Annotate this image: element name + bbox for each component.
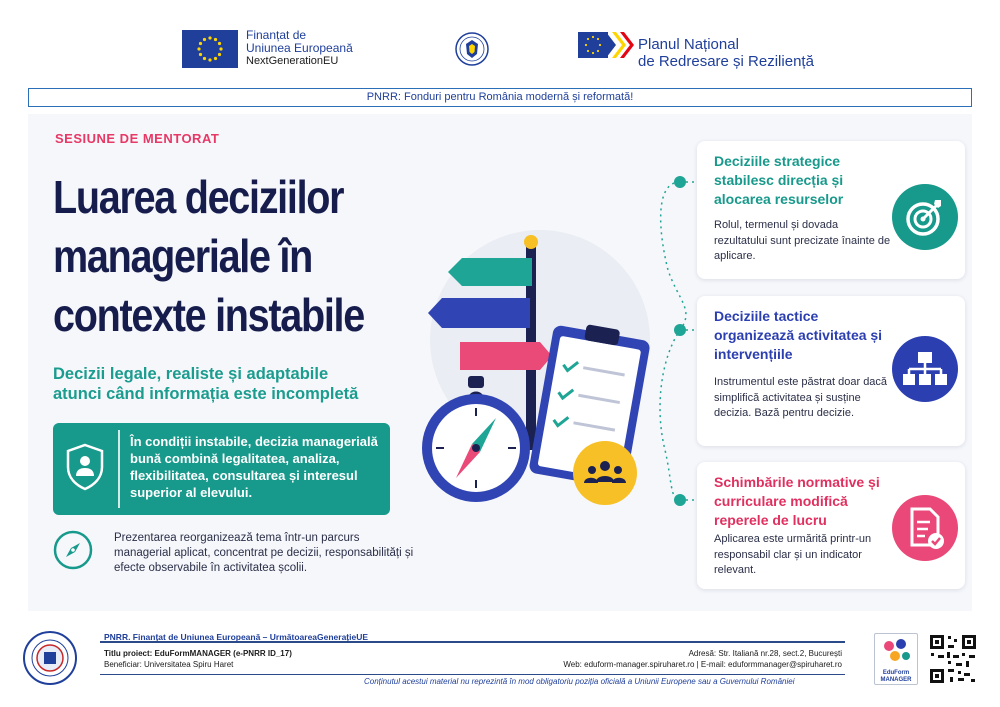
card-normative-changes bbox=[697, 462, 965, 589]
document-check-icon bbox=[892, 495, 958, 561]
eu-funding-text bbox=[246, 29, 353, 68]
card-title: Deciziile strategice stabilesc direcția și alocarea resurselor bbox=[714, 153, 844, 207]
title-line-2: manageriale în bbox=[53, 230, 312, 282]
page-title bbox=[53, 168, 380, 345]
eduform-line-1: EduForm bbox=[882, 670, 910, 676]
card-strategic-decisions bbox=[697, 141, 965, 279]
card-title: Schimbările normative și curriculare modifică reperele de lucru bbox=[714, 474, 880, 528]
footer-contact: Web: eduform-manager.spiruharet.ro | E-mail: eduformmanager@spiruharet.ro bbox=[563, 660, 842, 669]
pnrr-banner: PNRR: Fonduri pentru România modernă și reformată! bbox=[28, 88, 972, 107]
pnrr-line-2: de Redresare și Reziliență bbox=[638, 53, 814, 70]
pnrr-title-text bbox=[638, 36, 814, 70]
romania-government-seal-icon bbox=[455, 30, 489, 68]
callout-divider bbox=[118, 430, 120, 508]
title-line-3: contexte instabile bbox=[53, 289, 364, 341]
footer-disclaimer: Conținutul acestui material nu reprezintă în mod obligatoriu poziția oficială a Uniunii Europene sau a Guvernului României bbox=[364, 677, 795, 686]
subtitle-line-2: atunci când informația este incompletă bbox=[53, 385, 359, 403]
card-tactical-decisions bbox=[697, 296, 965, 446]
qr-code-icon bbox=[928, 633, 978, 685]
footer-divider-bottom bbox=[100, 674, 845, 675]
target-icon bbox=[892, 184, 958, 250]
eu-line-3: NextGenerationEU bbox=[246, 55, 339, 67]
eduform-line-2: MANAGER bbox=[880, 677, 912, 683]
title-line-1: Luarea deciziilor bbox=[53, 171, 344, 223]
page-subtitle bbox=[53, 364, 358, 404]
session-eyebrow: SESIUNE DE MENTORAT bbox=[55, 131, 220, 146]
org-chart-icon bbox=[892, 336, 958, 402]
subtitle-line-1: Decizii legale, realiste și adaptabile bbox=[53, 365, 329, 383]
header bbox=[0, 0, 1000, 88]
compass-icon bbox=[53, 530, 93, 570]
shield-user-icon bbox=[62, 433, 108, 503]
callout-text: În condiții instabile, decizia managerială bună combină legalitatea, analiza, flexibilitatea, consultarea și interesul superior al elevului. bbox=[130, 434, 378, 500]
dotted-connector bbox=[640, 150, 700, 530]
footer-project-title: Titlu proiect: EduFormMANAGER (e-PNRR ID_17) bbox=[104, 649, 292, 658]
pnrr-logo-icon bbox=[578, 30, 636, 60]
eu-line-2: Uniunea Europeană bbox=[246, 41, 353, 55]
card-title: Deciziile tactice organizează activitatea și intervențiile bbox=[714, 308, 883, 362]
eduform-label bbox=[875, 670, 917, 684]
eu-line-1: Finanțat de bbox=[246, 28, 307, 42]
eduform-manager-logo bbox=[874, 633, 918, 685]
footer-address: Adresă: Str. Italiană nr.28, sect.2, București bbox=[688, 649, 842, 658]
footer-pnrr-line: PNRR. Finanțat de Uniunea Europeană – UrmătoareaGenerațieUE bbox=[104, 632, 369, 642]
eu-flag-icon bbox=[182, 30, 238, 68]
spiru-haret-seal-icon bbox=[22, 630, 78, 686]
card-body: Instrumentul este păstrat doar dacă simplifică activitatea și susține decizia. Bază pentru decizie. bbox=[714, 376, 888, 419]
presentation-note: Prezentarea reorganizează tema într-un parcurs managerial aplicat, concentrat pe decizii, responsabilități și efecte observabile în activitatea școlii. bbox=[114, 532, 414, 574]
footer-beneficiary: Beneficiar: Universitatea Spiru Haret bbox=[104, 660, 234, 669]
pnrr-line-1: Planul Național bbox=[638, 36, 739, 53]
card-body: Aplicarea este urmărită printr-un responsabil clar și un indicator relevant. bbox=[714, 533, 872, 576]
card-body: Rolul, termenul și dovada rezultatului sunt precizate înainte de aplicare. bbox=[714, 219, 891, 262]
